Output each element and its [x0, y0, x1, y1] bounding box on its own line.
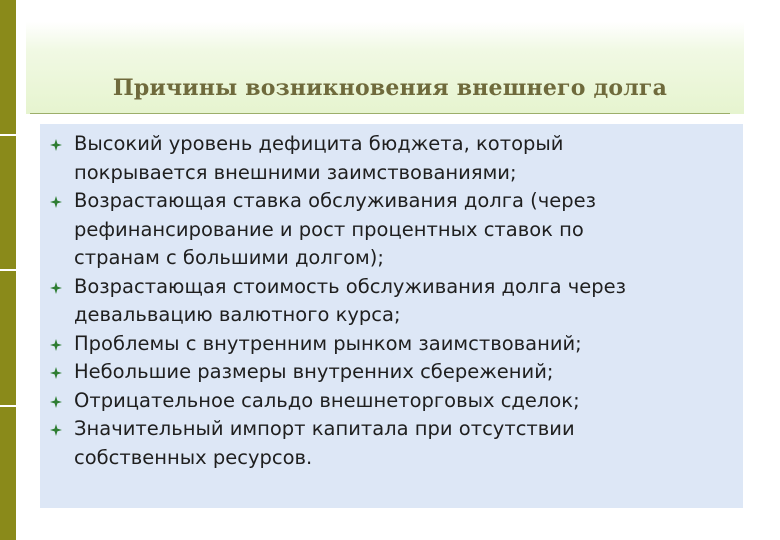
bullet-item [48, 387, 738, 416]
diamond-leaf-bullet-icon [50, 139, 62, 151]
bullet-line: Проблемы с внутренним рынком заимствований; [74, 331, 582, 355]
bullet-line: странам с большими долгом); [74, 246, 384, 269]
slide-title: Причины возникновения внешнего долга [112, 75, 668, 101]
bullet-line: Отрицательное сальдо внешнеторговых сделок; [74, 388, 580, 412]
bullet-line: девальвацию валютного курса; [74, 303, 401, 326]
bullet-item [48, 330, 738, 359]
title-underline [30, 113, 730, 114]
bullet-item [48, 187, 738, 273]
bullet-item [48, 415, 738, 472]
bullet-item [48, 273, 738, 330]
accent-bar-segment [0, 0, 16, 136]
bullet-line: Небольшие размеры внутренних сбережений; [74, 360, 554, 383]
bullet-list [48, 130, 738, 472]
bullet-line: рефинансирование и рост процентных ставок по [74, 217, 584, 241]
bullet-line: Возрастающая ставка обслуживания долга (через [74, 189, 596, 212]
bullet-line: покрывается внешними заимствованиями; [74, 160, 517, 184]
bullet-item [48, 130, 738, 187]
bullet-line: собственных ресурсов. [74, 445, 313, 469]
accent-bar-segment [0, 136, 16, 272]
diamond-leaf-bullet-icon [50, 282, 62, 294]
bullet-line: Возрастающая стоимость обслуживания долга через [74, 274, 627, 298]
diamond-leaf-bullet-icon [50, 367, 62, 379]
diamond-leaf-bullet-icon [50, 424, 62, 436]
diamond-leaf-bullet-icon [50, 196, 62, 208]
bullet-item [48, 358, 738, 387]
bullet-line: Значительный импорт капитала при отсутствии [74, 417, 575, 440]
diamond-leaf-bullet-icon [50, 396, 62, 408]
bullet-line: Высокий уровень дефицита бюджета, который [74, 132, 564, 155]
accent-bar-segment [0, 271, 16, 407]
diamond-leaf-bullet-icon [50, 339, 62, 351]
accent-bar-segment [0, 407, 16, 540]
